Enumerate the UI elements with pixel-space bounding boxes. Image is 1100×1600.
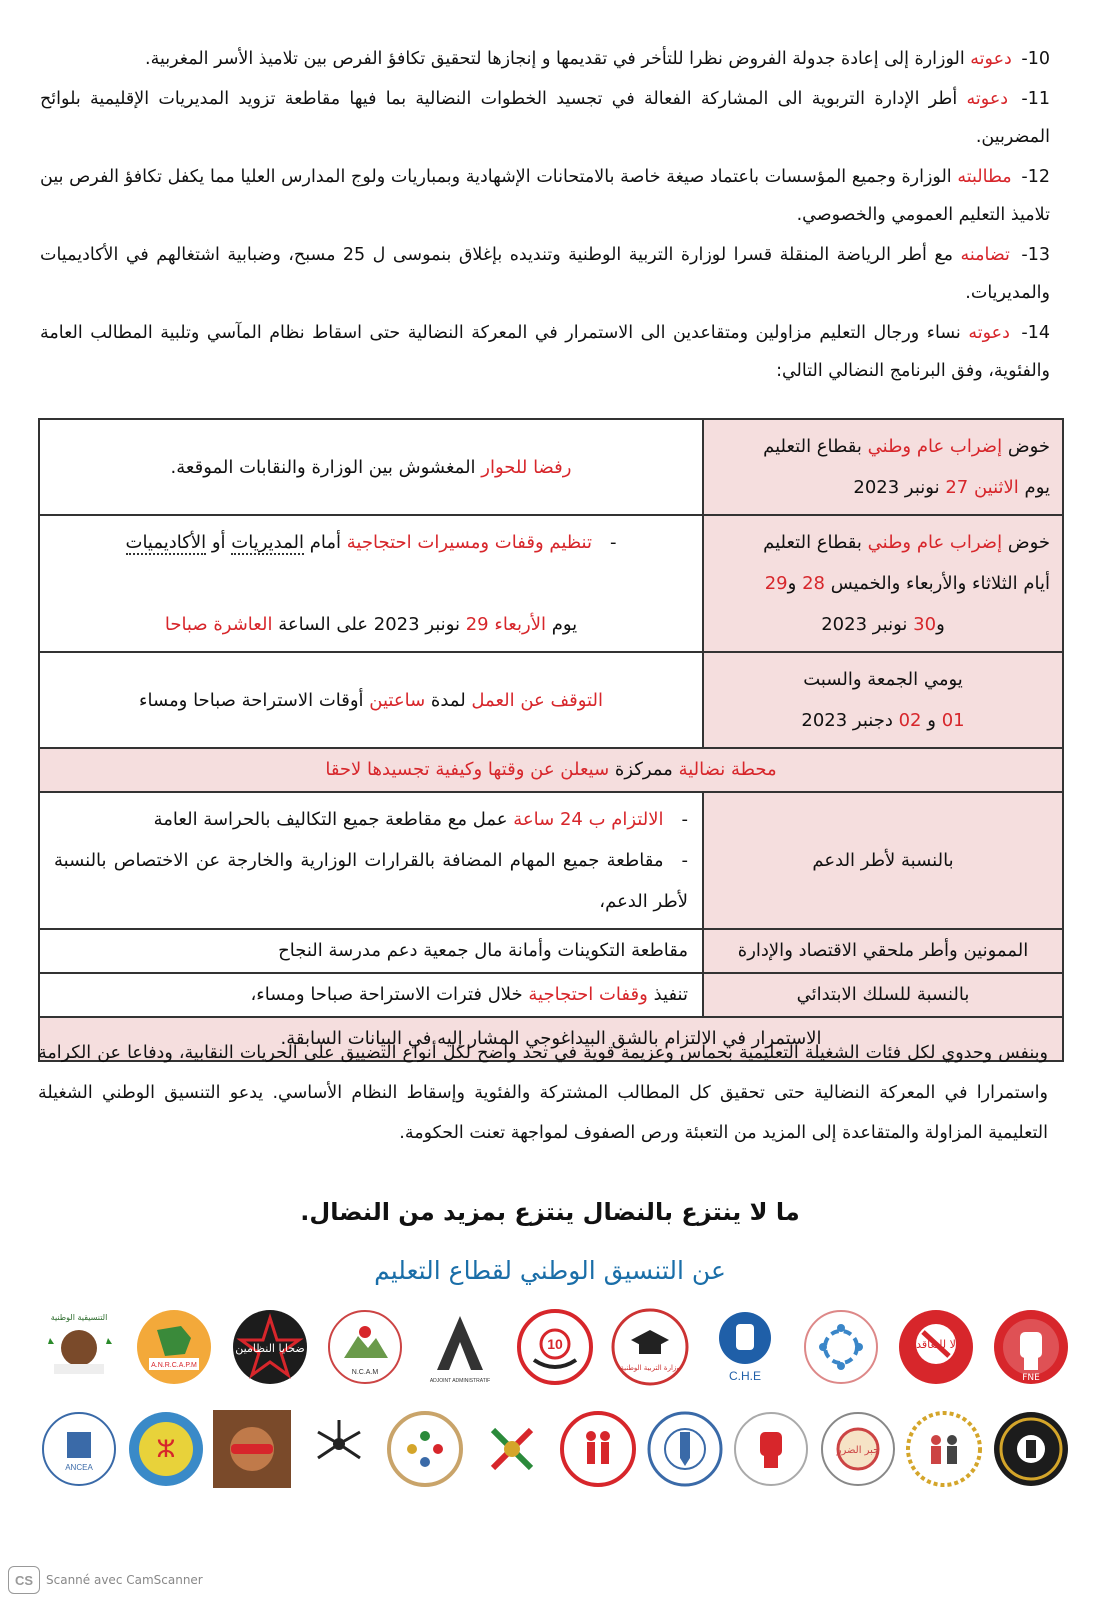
struggle-program-table	[38, 418, 1064, 1062]
text: يوم	[551, 614, 578, 635]
graduation-cap-icon	[611, 1308, 689, 1386]
text: -	[609, 532, 617, 553]
logo-text: ANCEA	[65, 1463, 93, 1472]
text: و	[936, 614, 945, 635]
network-icon	[300, 1410, 378, 1488]
circle-people-icon	[802, 1308, 880, 1386]
text: -	[681, 809, 688, 830]
item-text: أطر الإدارة التربوية الى المشاركة الفعالة في تجسيد الخطوات النضالية بما فيها مقاطعة تزويد المديريات الإقليمية بلوائح المضربين.	[40, 89, 1050, 147]
people-ring-icon	[386, 1410, 464, 1488]
logo-text: جبر الضرر	[836, 1445, 880, 1456]
text: -	[681, 850, 688, 871]
logo-text: C.H.E	[729, 1369, 762, 1383]
text: الاثنين 27	[945, 477, 1019, 498]
text: أو	[211, 532, 226, 553]
text: العاشرة صباحا	[164, 614, 273, 635]
action-cell	[39, 973, 703, 1017]
text: 28	[802, 573, 825, 594]
logo-text: ⵣ	[156, 1435, 176, 1463]
item-number: 13-	[1021, 245, 1050, 265]
logo-text: N.C.A.M	[351, 1369, 378, 1376]
item-keyword: مطالبته	[957, 167, 1012, 187]
text: التوقف عن العمل	[471, 689, 603, 711]
text: 01	[941, 710, 965, 731]
category-cell	[703, 929, 1063, 973]
date-cell	[703, 652, 1063, 748]
text: نونبر 2023	[853, 477, 940, 498]
text: أيام الثلاثاء والأربعاء والخميس	[830, 573, 1050, 594]
text: لمدة	[430, 689, 466, 711]
action-cell	[39, 652, 703, 748]
hands-icon	[40, 1308, 118, 1386]
text: الأكاديميات	[125, 532, 207, 553]
action-cell	[39, 929, 703, 973]
category-cell	[703, 792, 1063, 929]
text: و	[927, 710, 936, 731]
text: يومي الجمعة والسبت	[803, 669, 963, 690]
logo-text: ADJOINT ADMINISTRATIF	[429, 1378, 491, 1384]
text: إضراب عام وطني	[867, 436, 1003, 457]
item-number: 12-	[1021, 167, 1050, 187]
text: 29	[764, 573, 788, 594]
text: مقاطعة التكوينات وأمانة مال جمعية دعم مدرسة النجاح	[278, 940, 688, 961]
table-row	[39, 973, 1063, 1017]
camscanner-label: Scanné avec CamScanner	[46, 1573, 203, 1587]
logo-text: التنسيقية الوطنية	[50, 1313, 108, 1322]
letters-icon	[127, 1410, 205, 1488]
fist-icon	[992, 1308, 1070, 1386]
text: تنظيم وقفات ومسيرات احتجاجية	[346, 532, 592, 553]
text: 30	[913, 614, 937, 635]
text: بقطاع التعليم	[763, 532, 862, 553]
letter-a-icon	[421, 1308, 499, 1386]
date-cell	[703, 419, 1063, 515]
no-contract-icon	[897, 1308, 975, 1386]
list-item	[40, 236, 1050, 312]
text: بقطاع التعليم	[763, 436, 862, 457]
category-cell	[703, 973, 1063, 1017]
item-number: 10-	[1021, 49, 1050, 69]
item-keyword: دعوته	[966, 89, 1009, 109]
text: رفضا للحوار	[481, 456, 572, 478]
text: تنفيذ	[653, 984, 688, 1005]
item-text: الوزارة وجميع المؤسسات باعتماد صيغة خاصة بالامتحانات الإشهادية وبمباريات ولوج المدارس العليا مما يكفل تكافؤ الفرص بين تلاميذ التعليم العمومي والخصوصي.	[40, 167, 1050, 225]
text: على الساعة	[278, 614, 369, 635]
text: أمام	[309, 532, 342, 553]
date-cell	[703, 515, 1063, 652]
text: خوض	[1007, 532, 1050, 553]
item-number: 14-	[1021, 323, 1050, 343]
pen-icon	[646, 1410, 724, 1488]
ancea-icon	[40, 1410, 118, 1488]
table-row	[39, 792, 1063, 929]
item-keyword: تضامنه	[960, 245, 1010, 265]
camscanner-watermark	[8, 1566, 203, 1594]
camscanner-logo-icon: CS	[8, 1566, 40, 1594]
text: المغشوش بين الوزارة والنقابات الموقعة.	[170, 456, 476, 478]
text: بالنسبة لأطر الدعم	[812, 850, 954, 871]
action-cell	[39, 792, 703, 929]
closing-paragraph: وبنفس وحدوي لكل فئات الشغيلة التعليمية بحماس وعزيمة قوية في تحد واضح لكل أنواع التضييق على الحريات النقابية، ودفاعا عن الكرامة واستمرارا في المعركة النضالية حتى تحقيق كل المطالب المشتركة والفئوية وإسقاط النظام الأساسي. يدعو التنسيق الوطني الشغيلة التعليمية المزاولة والمتقاعدة إلى المزيد من التعبئة ورص الصفوف لمواجهة تعنت الحكومة.	[38, 1043, 1048, 1143]
action-cell	[39, 419, 703, 515]
item-text: نساء ورجال التعليم مزاولين ومتقاعدين الى الاستمرار في المعركة النضالية حتى اسقاط نظام المآسي وتلبية المطالب العامة والفئوية، وفق البرنامج النضالي التالي:	[40, 323, 1050, 381]
demands-list	[40, 40, 1050, 392]
item-text: الوزارة إلى إعادة جدولة الفروض نظرا للتأخر في تقديمها و إنجازها لتحقيق تكافؤ الفرص بين تلاميذ الأسر المغربية.	[145, 49, 965, 69]
logos-row-1	[40, 1308, 1070, 1386]
handshake-icon	[213, 1410, 291, 1488]
table-row	[39, 419, 1063, 515]
logo-text: لا للتعاقد	[915, 1338, 956, 1351]
list-item	[40, 40, 1050, 78]
text: نونبر 2023	[373, 614, 460, 635]
text: إضراب عام وطني	[867, 532, 1003, 553]
text: خوض	[1007, 436, 1050, 457]
text: الالتزام ب 24 ساعة	[513, 809, 664, 830]
mountain-icon	[326, 1308, 404, 1386]
text: أوقات الاستراحة صباحا ومساء	[139, 689, 364, 711]
text: 02	[898, 710, 922, 731]
text: الأربعاء 29	[465, 614, 546, 635]
text: بالنسبة للسلك الابتدائي	[796, 984, 970, 1005]
text: الممونين وأطر ملحقي الاقتصاد والإدارة	[737, 940, 1029, 961]
table-row	[39, 748, 1063, 792]
text: وقفات احتجاجية	[528, 984, 648, 1005]
walking-icon	[559, 1410, 637, 1488]
text: محطة نضالية	[678, 759, 777, 780]
cross-tools-icon	[473, 1410, 551, 1488]
full-width-cell	[39, 748, 1063, 792]
text: دجنبر 2023	[801, 710, 893, 731]
fist-icon	[732, 1410, 810, 1488]
text: خلال فترات الاستراحة صباحا ومساء،	[250, 984, 523, 1005]
text: نونبر 2023	[821, 614, 908, 635]
logo-text: FNE	[1022, 1373, 1040, 1383]
ten-hands-icon	[516, 1308, 594, 1386]
logo-text: ضحايا النظامين	[234, 1342, 305, 1355]
text: المديريات	[231, 532, 305, 553]
signature: عن التنسيق الوطني لقطاع التعليم	[374, 1256, 726, 1285]
star-icon	[231, 1308, 309, 1386]
logos-row-2	[40, 1410, 1070, 1488]
table-row	[39, 929, 1063, 973]
table-row	[39, 515, 1063, 652]
logo-text: 10	[547, 1336, 563, 1352]
slogan: ما لا ينتزع بالنضال ينتزع بمزيد من النضال.	[300, 1198, 800, 1226]
item-number: 11-	[1021, 89, 1050, 109]
list-item	[40, 314, 1050, 390]
text: سيعلن عن وقتها وكيفية تجسيدها لاحقا	[325, 759, 610, 780]
action-cell	[39, 515, 703, 652]
item-keyword: دعوته	[968, 323, 1010, 343]
list-item	[40, 80, 1050, 156]
item-keyword: دعوته	[970, 49, 1012, 69]
family-icon	[905, 1410, 983, 1488]
text: مقاطعة جميع المهام المضافة بالقرارات الوزارية والخارجة عن الاختصاص بالنسبة لأطر الدعم،	[54, 850, 688, 912]
emblem-icon	[992, 1410, 1070, 1488]
map-icon	[135, 1308, 213, 1386]
hand-icon	[706, 1308, 784, 1386]
table-row	[39, 652, 1063, 748]
logo-text: وزارة التربية الوطنية	[620, 1364, 680, 1372]
text: عمل مع مقاطعة جميع التكاليف بالحراسة العامة	[153, 809, 508, 830]
badge-icon	[819, 1410, 897, 1488]
text: ساعتين	[369, 689, 426, 711]
logo-text: A.N.R.C.A.P.M	[151, 1362, 198, 1369]
text: ممركزة	[614, 759, 673, 780]
list-item	[40, 158, 1050, 234]
text: يوم	[1024, 477, 1050, 498]
text: الاستمرار في الالتزام بالشق البيداغوجي المشار إليه في البيانات السابقة.	[280, 1028, 822, 1049]
item-text: مع أطر الرياضة المنقلة قسرا لوزارة التربية الوطنية وتنديده بإغلاق بنموسى ل 25 مسبح، وضبابية اشتغالهم في الأكاديميات والمديريات.	[40, 245, 1050, 303]
text: و	[787, 573, 797, 594]
